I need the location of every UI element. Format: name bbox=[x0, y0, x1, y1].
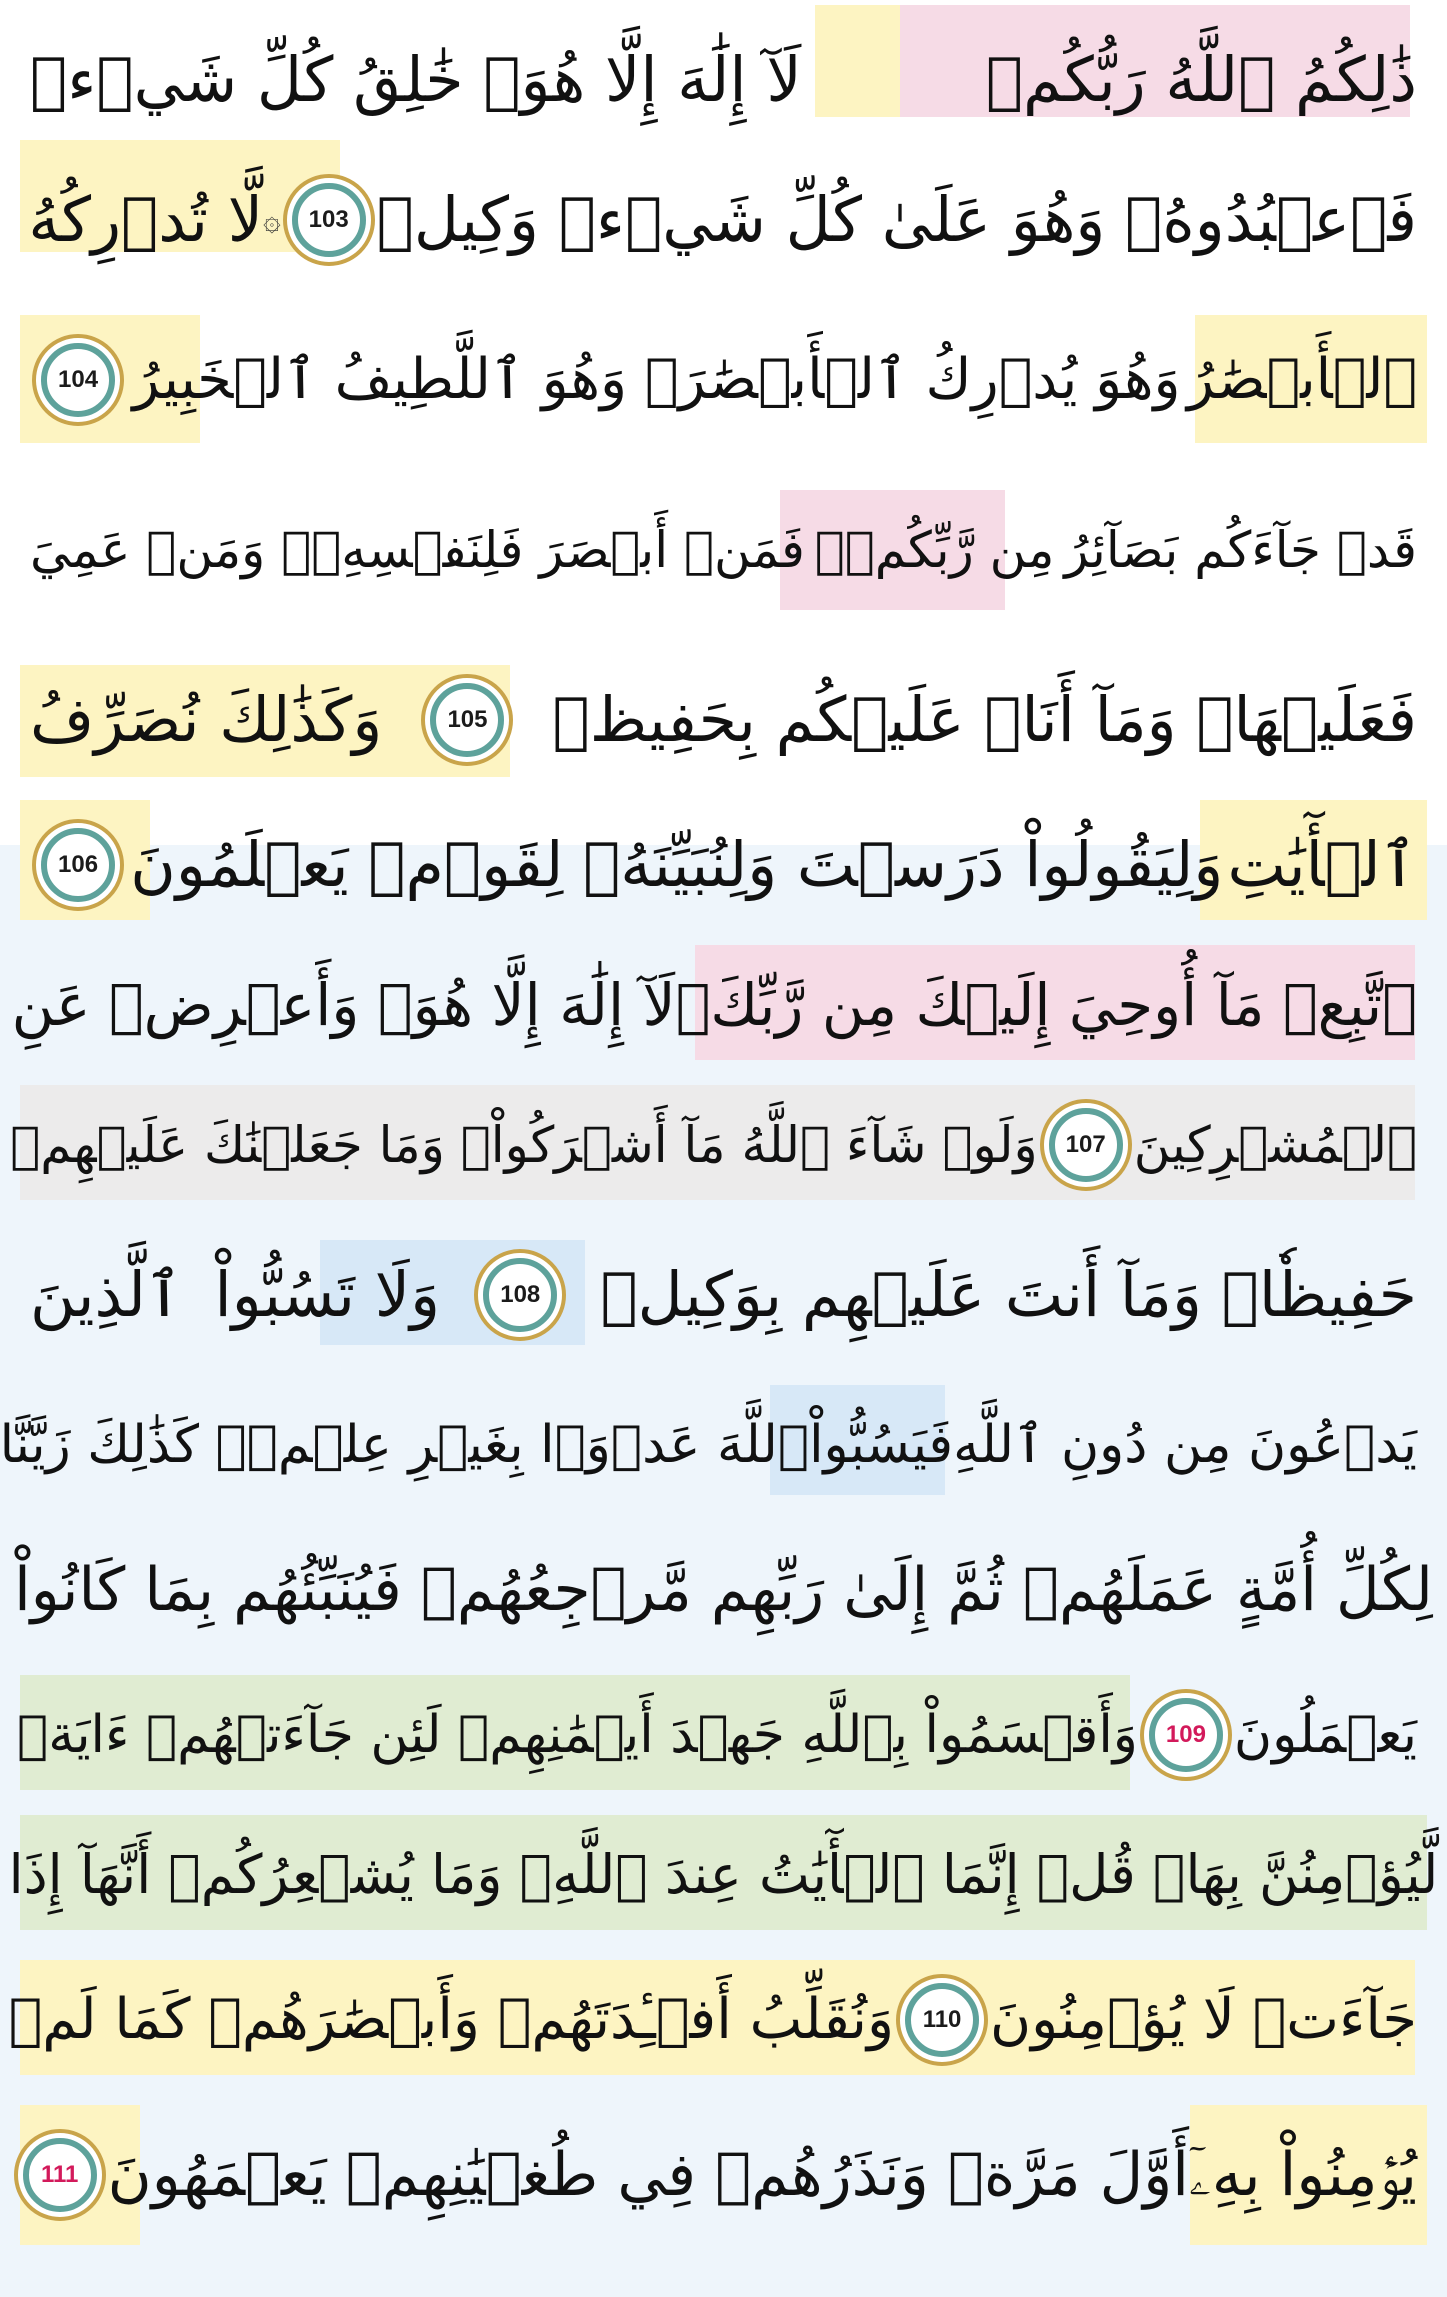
line-15-seg-1: يُؤۡمِنُواْ بِهِۦٓ bbox=[1188, 2140, 1417, 2210]
verse-end-marker-icon bbox=[30, 817, 126, 913]
verse-end-marker-icon bbox=[1138, 1687, 1234, 1783]
rub-el-hizb-icon: ۞ bbox=[263, 202, 281, 238]
text-line-11 bbox=[0, 1515, 1447, 1665]
verse-end-marker-icon bbox=[1038, 1097, 1134, 1193]
line-10-seg-1: يَدۡعُونَ مِن دُونِ ٱللَّهِ bbox=[953, 1415, 1417, 1475]
verse-number: 105 bbox=[447, 706, 488, 733]
text-line-1 bbox=[0, 5, 1447, 155]
line-11-seg-1: لِكُلِّ أُمَّةٍ عَمَلَهُمۡ ثُمَّ إِلَىٰ رَبِّهِم مَّرۡجِعُهُمۡ فَيُنَبِّئُهُم بِمَا كَانُواْ bbox=[14, 1555, 1433, 1625]
line-9-seg-1: حَفِيظٗاۖ وَمَآ أَنتَ عَلَيۡهِم بِوَكِيلٖ bbox=[600, 1258, 1417, 1331]
line-8-seg-1: ٱلۡمُشۡرِكِينَ bbox=[1133, 1116, 1417, 1174]
text-line-3 bbox=[0, 305, 1447, 455]
text-line-8 bbox=[0, 1070, 1447, 1220]
verse-number: 110 bbox=[922, 2006, 962, 2033]
verse-end-marker-icon bbox=[472, 1247, 568, 1343]
text-line-9 bbox=[0, 1220, 1447, 1370]
verse-number: 109 bbox=[1165, 1721, 1206, 1748]
line-7-seg-2: لَآ إِلَٰهَ إِلَّا هُوَۖ وَأَعۡرِضۡ عَنِ bbox=[11, 971, 676, 1039]
line-1-seg-1: ذَٰلِكُمُ ٱللَّهُ رَبُّكُمۡ bbox=[985, 43, 1417, 116]
line-7-seg-1: ٱتَّبِعۡ مَآ أُوحِيَ إِلَيۡكَ مِن رَّبِّكَۖ bbox=[675, 971, 1417, 1039]
line-4-seg-2: مِن رَّبِّكُمۡۖ bbox=[814, 521, 1055, 579]
line-6-seg-1: ٱلۡأٓيَٰتِ bbox=[1227, 828, 1417, 901]
verse-end-marker-icon bbox=[281, 172, 377, 268]
line-9-seg-2: وَلَا تَسُبُّواْ bbox=[214, 1258, 441, 1331]
line-12-seg-1: يَعۡمَلُونَ bbox=[1233, 1705, 1417, 1765]
verse-end-marker-icon bbox=[30, 332, 126, 428]
verse-end-marker-icon bbox=[419, 672, 515, 768]
line-10-seg-3: ٱللَّهَ عَدۡوَۢا بِغَيۡرِ عِلۡمٖۗ كَذَٰلِكَ زَيَّنَّا bbox=[0, 1415, 810, 1475]
verse-number: 108 bbox=[500, 1281, 541, 1308]
text-line-5 bbox=[0, 645, 1447, 795]
line-6-seg-2: وَلِيَقُولُواْ دَرَسۡتَ وَلِنُبَيِّنَهُۥ لِقَوۡمٖ يَعۡلَمُونَ bbox=[130, 828, 1224, 901]
line-3-seg-1: ٱلۡأَبۡصَٰرُ bbox=[1187, 347, 1417, 412]
text-line-6 bbox=[0, 790, 1447, 940]
verse-end-marker-icon bbox=[12, 2127, 108, 2223]
line-15-seg-2: أَوَّلَ مَرَّةٖ وَنَذَرُهُمۡ فِي طُغۡيَٰنِهِمۡ يَعۡمَهُونَ bbox=[107, 2140, 1189, 2210]
line-2-seg-1: فَٱعۡبُدُوهُۚ وَهُوَ عَلَىٰ كُلِّ شَيۡءٖ وَكِيلٞ bbox=[376, 183, 1417, 256]
line-8-seg-2: وَلَوۡ شَآءَ ٱللَّهُ مَآ أَشۡرَكُواْۗ وَمَا جَعَلۡنَٰكَ عَلَيۡهِمۡ bbox=[10, 1116, 1038, 1174]
line-5-seg-2: وَكَذَٰلِكَ نُصَرِّفُ bbox=[30, 683, 383, 756]
text-line-2 bbox=[0, 145, 1447, 295]
verse-number: 111 bbox=[40, 2161, 79, 2188]
line-1-seg-2: لَآ إِلَٰهَ إِلَّا هُوَۖ خَٰلِقُ كُلِّ شَيۡءٖ bbox=[30, 43, 802, 116]
line-4-seg-3: فَمَنۡ أَبۡصَرَ فَلِنَفۡسِهِۦۖ وَمَنۡ عَمِيَ bbox=[30, 521, 805, 579]
line-14-seg-1: جَآءَتۡ لَا يُؤۡمِنُونَ bbox=[990, 1987, 1417, 2052]
line-9-seg-3: ٱلَّذِينَ bbox=[30, 1258, 183, 1331]
text-line-13 bbox=[0, 1800, 1447, 1950]
verse-end-marker-icon bbox=[894, 1972, 990, 2068]
line-2-seg-2: لَّا تُدۡرِكُهُ bbox=[28, 183, 264, 256]
line-13-seg-1: لَّيُؤۡمِنُنَّ بِهَاۚ قُلۡ إِنَّمَا ٱلۡأٓيَٰتُ عِندَ ٱللَّهِۖ وَمَا يُشۡعِرُكُمۡ أَنَّهَآ إِذَا bbox=[8, 1843, 1439, 1906]
text-line-15 bbox=[0, 2100, 1447, 2250]
line-3-seg-2: وَهُوَ يُدۡرِكُ ٱلۡأَبۡصَٰرَۖ وَهُوَ ٱللَّطِيفُ ٱلۡخَبِيرُ bbox=[132, 347, 1181, 412]
line-5-seg-1: فَعَلَيۡهَاۚ وَمَآ أَنَا۠ عَلَيۡكُم بِحَفِيظٖ bbox=[552, 683, 1417, 756]
verse-number: 104 bbox=[58, 366, 99, 393]
verse-number: 103 bbox=[308, 206, 349, 233]
text-line-12 bbox=[0, 1660, 1447, 1810]
text-line-4 bbox=[0, 475, 1447, 625]
line-12-seg-2: وَأَقۡسَمُواْ بِٱللَّهِ جَهۡدَ أَيۡمَٰنِهِمۡ لَئِن جَآءَتۡهُمۡ ءَايَةٞ bbox=[16, 1705, 1138, 1765]
text-line-14 bbox=[0, 1945, 1447, 2095]
verse-number: 107 bbox=[1065, 1131, 1106, 1158]
verse-number: 106 bbox=[58, 851, 99, 878]
line-14-seg-2: وَنُقَلِّبُ أَفۡـِٔدَتَهُمۡ وَأَبۡصَٰرَهُمۡ كَمَا لَمۡ bbox=[8, 1987, 895, 2052]
text-line-7 bbox=[0, 930, 1447, 1080]
line-10-seg-2: فَيَسُبُّواْ bbox=[809, 1415, 954, 1475]
text-line-10 bbox=[0, 1370, 1447, 1520]
line-4-seg-1: قَدۡ جَآءَكُم بَصَآئِرُ bbox=[1064, 521, 1417, 579]
